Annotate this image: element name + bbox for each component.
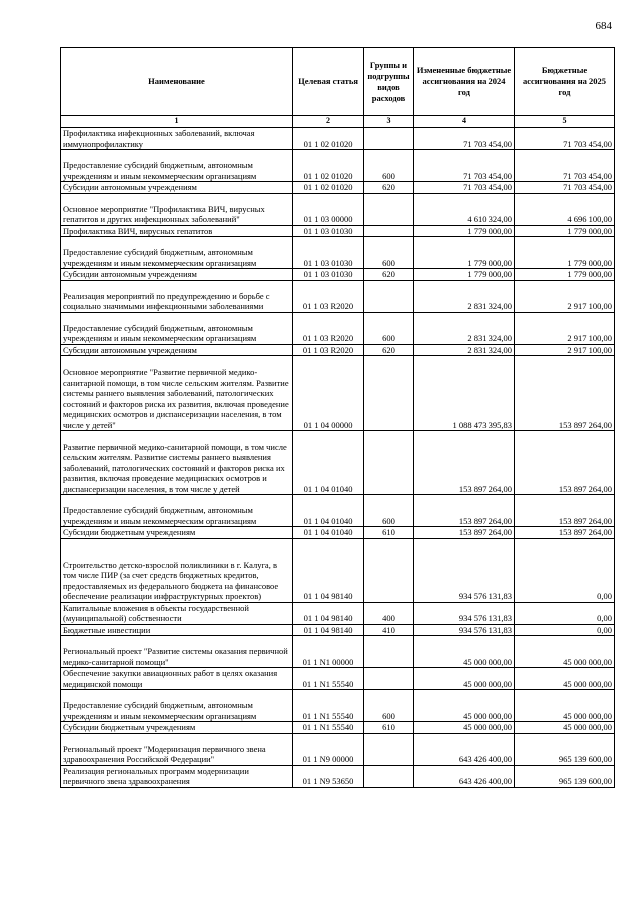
header-target-article: Целевая статья [293,48,364,116]
row-expense-group [364,538,414,602]
row-amount-2025: 153 897 264,00 [515,495,615,527]
budget-table [60,47,615,788]
col-number: 1 [61,116,293,128]
row-target-article: 01 1 02 01020 [293,128,364,150]
row-expense-group: 610 [364,527,414,539]
row-name: Профилактика инфекционных заболеваний, включая иммунопрофилактику [61,128,293,150]
row-expense-group: 620 [364,269,414,281]
row-amount-2025: 1 779 000,00 [515,269,615,281]
row-expense-group: 600 [364,312,414,344]
row-expense-group [364,225,414,237]
row-expense-group [364,431,414,495]
row-target-article: 01 1 03 01030 [293,225,364,237]
row-amount-2025: 71 703 454,00 [515,150,615,182]
table-row [61,602,615,624]
row-amount-2024: 71 703 454,00 [414,150,515,182]
header-expense-group: Группы и подгруппы видов расходов [364,48,414,116]
row-amount-2025: 45 000 000,00 [515,668,615,690]
row-target-article: 01 1 N1 55540 [293,722,364,734]
row-expense-group: 620 [364,182,414,194]
row-amount-2025: 965 139 600,00 [515,765,615,787]
table-row [61,624,615,636]
row-name: Основное мероприятие "Развитие первичной медико-санитарной помощи, в том числе сельским жителям. Развитие системы раннего выявления заболеваний, патологических состояний и факторов риска их развития, включая проведение медицинских осмотров и диспансеризации населения, в том числе у детей" [61,356,293,431]
row-amount-2025: 0,00 [515,624,615,636]
table-row [61,527,615,539]
header-amount-2024: Измененные бюджетные ассигнования на 2024 год [414,48,515,116]
table-row [61,733,615,765]
row-name: Предоставление субсидий бюджетным, автономным учреждениям и иным некоммерческим организациям [61,237,293,269]
row-amount-2025: 71 703 454,00 [515,128,615,150]
table-row [61,765,615,787]
row-name: Субсидии автономным учреждениям [61,269,293,281]
row-amount-2025: 153 897 264,00 [515,527,615,539]
row-amount-2024: 1 779 000,00 [414,269,515,281]
row-amount-2024: 1 779 000,00 [414,225,515,237]
row-expense-group: 600 [364,150,414,182]
row-amount-2025: 2 917 100,00 [515,312,615,344]
row-amount-2025: 153 897 264,00 [515,356,615,431]
page-number: 684 [595,20,612,32]
row-expense-group: 600 [364,237,414,269]
row-amount-2025: 71 703 454,00 [515,182,615,194]
row-amount-2024: 71 703 454,00 [414,182,515,194]
table-row [61,356,615,431]
table-row [61,269,615,281]
row-amount-2025: 2 917 100,00 [515,280,615,312]
row-name: Предоставление субсидий бюджетным, автономным учреждениям и иным некоммерческим организациям [61,150,293,182]
row-name: Профилактика ВИЧ, вирусных гепатитов [61,225,293,237]
row-target-article: 01 1 03 00000 [293,193,364,225]
row-amount-2025: 153 897 264,00 [515,431,615,495]
row-expense-group: 400 [364,602,414,624]
table-row [61,280,615,312]
table-row [61,495,615,527]
row-target-article: 01 1 02 01020 [293,182,364,194]
row-amount-2024: 153 897 264,00 [414,527,515,539]
table-row [61,128,615,150]
row-amount-2025: 965 139 600,00 [515,733,615,765]
row-target-article: 01 1 04 98140 [293,624,364,636]
column-number-row [61,116,615,128]
row-name: Субсидии бюджетным учреждениям [61,527,293,539]
table-row [61,150,615,182]
row-target-article: 01 1 N1 55540 [293,668,364,690]
row-target-article: 01 1 03 01030 [293,269,364,281]
row-target-article: 01 1 03 R2020 [293,280,364,312]
row-expense-group [364,193,414,225]
table-row [61,668,615,690]
table-row [61,538,615,602]
table-row [61,312,615,344]
row-target-article: 01 1 N1 00000 [293,636,364,668]
header-name: Наименование [61,48,293,116]
row-name: Реализация мероприятий по предупреждению и борьбе с социально значимыми инфекционными заболеваниями [61,280,293,312]
row-expense-group [364,280,414,312]
row-amount-2024: 2 831 324,00 [414,344,515,356]
table-row [61,636,615,668]
row-amount-2024: 45 000 000,00 [414,668,515,690]
row-target-article: 01 1 N9 53650 [293,765,364,787]
row-target-article: 01 1 04 01040 [293,527,364,539]
row-name: Бюджетные инвестиции [61,624,293,636]
row-amount-2024: 643 426 400,00 [414,765,515,787]
row-amount-2024: 2 831 324,00 [414,280,515,312]
header-amount-2025: Бюджетные ассигнования на 2025 год [515,48,615,116]
row-amount-2024: 45 000 000,00 [414,636,515,668]
row-expense-group [364,668,414,690]
row-amount-2025: 2 917 100,00 [515,344,615,356]
row-expense-group: 610 [364,722,414,734]
row-name: Развитие первичной медико-санитарной помощи, в том числе сельским жителям. Развитие системы раннего выявления заболеваний, патологических состояний и факторов риска их развития, включая проведение медицинских осмотров и диспансеризации населения, в том числе у детей [61,431,293,495]
row-amount-2024: 1 779 000,00 [414,237,515,269]
row-amount-2025: 0,00 [515,602,615,624]
row-target-article: 01 1 04 98140 [293,602,364,624]
col-number: 4 [414,116,515,128]
row-amount-2024: 2 831 324,00 [414,312,515,344]
row-amount-2025: 1 779 000,00 [515,237,615,269]
row-name: Предоставление субсидий бюджетным, автономным учреждениям и иным некоммерческим организациям [61,690,293,722]
row-amount-2024: 45 000 000,00 [414,722,515,734]
row-expense-group: 600 [364,690,414,722]
row-target-article: 01 1 03 R2020 [293,344,364,356]
row-amount-2024: 934 576 131,83 [414,624,515,636]
row-name: Субсидии бюджетным учреждениям [61,722,293,734]
table-row [61,690,615,722]
row-amount-2024: 153 897 264,00 [414,431,515,495]
row-target-article: 01 1 N1 55540 [293,690,364,722]
row-target-article: 01 1 N9 00000 [293,733,364,765]
row-amount-2024: 4 610 324,00 [414,193,515,225]
row-amount-2024: 71 703 454,00 [414,128,515,150]
row-expense-group [364,636,414,668]
table-row [61,182,615,194]
row-amount-2025: 1 779 000,00 [515,225,615,237]
row-name: Основное мероприятие "Профилактика ВИЧ, вирусных гепатитов и других инфекционных заболеваний" [61,193,293,225]
row-name: Обеспечение закупки авиационных работ в целях оказания медицинской помощи [61,668,293,690]
table-row [61,431,615,495]
row-expense-group [364,356,414,431]
row-amount-2025: 45 000 000,00 [515,690,615,722]
row-expense-group: 620 [364,344,414,356]
row-amount-2025: 45 000 000,00 [515,722,615,734]
col-number: 3 [364,116,414,128]
col-number: 5 [515,116,615,128]
row-expense-group [364,733,414,765]
row-name: Субсидии автономным учреждениям [61,344,293,356]
header-row [61,48,615,116]
row-name: Предоставление субсидий бюджетным, автономным учреждениям и иным некоммерческим организациям [61,312,293,344]
row-target-article: 01 1 04 01040 [293,495,364,527]
row-name: Капитальные вложения в объекты государственной (муниципальной) собственности [61,602,293,624]
row-target-article: 01 1 02 01020 [293,150,364,182]
row-name: Субсидии автономным учреждениям [61,182,293,194]
row-target-article: 01 1 03 R2020 [293,312,364,344]
row-amount-2025: 45 000 000,00 [515,636,615,668]
row-amount-2024: 45 000 000,00 [414,690,515,722]
row-target-article: 01 1 04 01040 [293,431,364,495]
row-name: Региональный проект "Развитие системы оказания первичной медико-санитарной помощи" [61,636,293,668]
row-expense-group: 600 [364,495,414,527]
row-amount-2024: 934 576 131,83 [414,602,515,624]
row-amount-2025: 0,00 [515,538,615,602]
table-row [61,237,615,269]
table-row [61,193,615,225]
row-name: Предоставление субсидий бюджетным, автономным учреждениям и иным некоммерческим организациям [61,495,293,527]
table-row [61,344,615,356]
row-amount-2024: 1 088 473 395,83 [414,356,515,431]
row-amount-2025: 4 696 100,00 [515,193,615,225]
row-expense-group [364,128,414,150]
col-number: 2 [293,116,364,128]
row-target-article: 01 1 04 98140 [293,538,364,602]
row-name: Реализация региональных программ модернизации первичного звена здравоохранения [61,765,293,787]
row-name: Строительство детско-взрослой поликлиники в г. Калуга, в том числе ПИР (за счет средств бюджетных кредитов, предоставляемых из федерального бюджета на финансовое обеспечение реализации инфраструктурных проектов) [61,538,293,602]
row-target-article: 01 1 04 00000 [293,356,364,431]
row-amount-2024: 934 576 131,83 [414,538,515,602]
row-amount-2024: 153 897 264,00 [414,495,515,527]
row-expense-group [364,765,414,787]
table-row [61,225,615,237]
row-target-article: 01 1 03 01030 [293,237,364,269]
row-amount-2024: 643 426 400,00 [414,733,515,765]
row-name: Региональный проект "Модернизация первичного звена здравоохранения Российской Федерации" [61,733,293,765]
table-row [61,722,615,734]
row-expense-group: 410 [364,624,414,636]
